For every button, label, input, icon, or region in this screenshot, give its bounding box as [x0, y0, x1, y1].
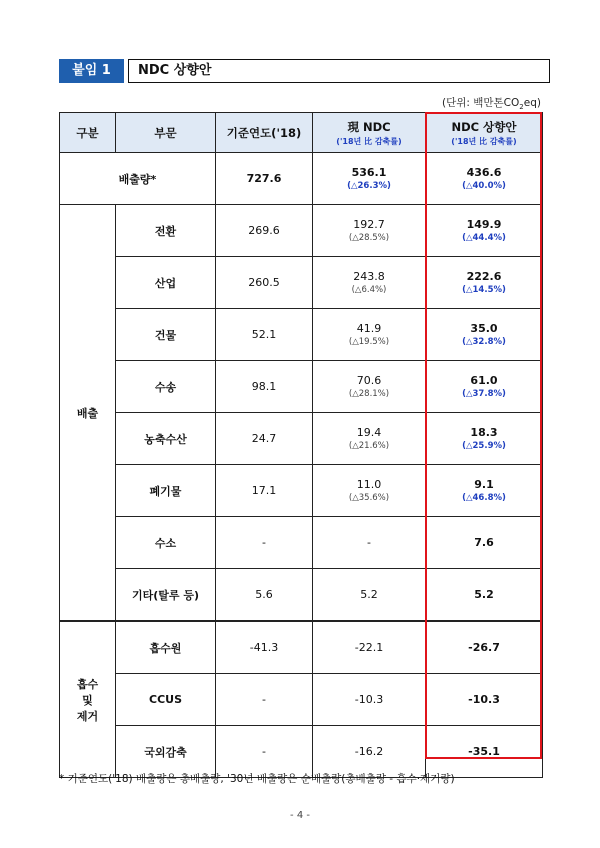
- total-new: 436.6 (△40.0%): [426, 153, 543, 205]
- new-cell: -26.7: [426, 621, 543, 674]
- table-row: [60, 205, 543, 257]
- table-row: [60, 361, 543, 413]
- new-cell: 9.1 (△46.8%): [426, 465, 543, 517]
- new-cell: -35.1: [426, 726, 543, 778]
- table-row: [60, 621, 543, 674]
- header-base-year: 기준연도('18): [216, 113, 313, 153]
- table-row: [60, 413, 543, 465]
- current-cell: -22.1: [313, 621, 426, 674]
- base-cell: 98.1: [216, 361, 313, 413]
- table-row: [60, 674, 543, 726]
- base-cell: 52.1: [216, 309, 313, 361]
- table-row: [60, 257, 543, 309]
- current-cell: -10.3: [313, 674, 426, 726]
- header-current-ndc: 現 NDC ('18년 比 감축률): [313, 113, 426, 153]
- new-cell: 61.0 (△37.8%): [426, 361, 543, 413]
- header-sector: 부문: [116, 113, 216, 153]
- page-title: NDC 상향안: [128, 59, 550, 83]
- sector-cell: 산업: [116, 257, 216, 309]
- table-row: [60, 726, 543, 778]
- table-header-row: [60, 113, 543, 153]
- base-cell: 24.7: [216, 413, 313, 465]
- base-cell: 17.1: [216, 465, 313, 517]
- total-label: 배출량*: [60, 153, 216, 205]
- group-label-part: 흡수: [76, 677, 99, 691]
- sector-cell: 폐기물: [116, 465, 216, 517]
- current-cell: 5.2: [313, 569, 426, 622]
- sector-cell: 수소: [116, 517, 216, 569]
- unit-label: (단위: 백만톤$CO_2eq$): [442, 97, 541, 112]
- sector-cell: 기타(탈루 등): [116, 569, 216, 622]
- base-cell: -41.3: [216, 621, 313, 674]
- sector-cell: 국외감축: [116, 726, 216, 778]
- footnote: * 기준연도('18) 배출량은 총배출량, '30년 배출량은 순배출량(총배출량 - 흡수·제거량): [59, 773, 455, 785]
- group-emission: 배출: [60, 205, 116, 622]
- page-number: - 4 -: [290, 810, 310, 821]
- new-cell: 7.6: [426, 517, 543, 569]
- new-cell: -10.3: [426, 674, 543, 726]
- current-cell: 70.6 (△28.1%): [313, 361, 426, 413]
- base-cell: 5.6: [216, 569, 313, 622]
- current-cell: 192.7 (△28.5%): [313, 205, 426, 257]
- base-cell: 269.6: [216, 205, 313, 257]
- current-cell: 41.9 (△19.5%): [313, 309, 426, 361]
- current-cell: 11.0 (△35.6%): [313, 465, 426, 517]
- new-cell: 35.0 (△32.8%): [426, 309, 543, 361]
- attachment-badge: 붙임 1: [59, 59, 124, 83]
- total-row: [60, 153, 543, 205]
- current-cell: 19.4 (△21.6%): [313, 413, 426, 465]
- current-cell: 243.8 (△6.4%): [313, 257, 426, 309]
- sector-cell: 농축수산: [116, 413, 216, 465]
- base-cell: -: [216, 517, 313, 569]
- table-row: [60, 569, 543, 622]
- header-group: 구분: [60, 113, 116, 153]
- group-removal: [60, 621, 116, 778]
- table-row: [60, 517, 543, 569]
- header-new-ndc: NDC 상향안 ('18년 比 감축률): [426, 113, 543, 153]
- new-cell: 5.2: [426, 569, 543, 622]
- total-current: 536.1 (△26.3%): [313, 153, 426, 205]
- current-cell: -16.2: [313, 726, 426, 778]
- new-cell: 149.9 (△44.4%): [426, 205, 543, 257]
- group-label-part: 및: [82, 693, 93, 707]
- title-bar: [59, 59, 541, 83]
- sector-cell: 건물: [116, 309, 216, 361]
- new-cell: 18.3 (△25.9%): [426, 413, 543, 465]
- sector-cell: 전환: [116, 205, 216, 257]
- sector-cell: CCUS: [116, 674, 216, 726]
- group-label-part: 제거: [76, 709, 99, 723]
- base-cell: -: [216, 674, 313, 726]
- sector-cell: 수송: [116, 361, 216, 413]
- new-cell: 222.6 (△14.5%): [426, 257, 543, 309]
- current-cell: -: [313, 517, 426, 569]
- total-base: 727.6: [216, 153, 313, 205]
- sector-cell: 흡수원: [116, 621, 216, 674]
- table-row: [60, 465, 543, 517]
- base-cell: -: [216, 726, 313, 778]
- base-cell: 260.5: [216, 257, 313, 309]
- ndc-table: [59, 112, 543, 778]
- table-row: [60, 309, 543, 361]
